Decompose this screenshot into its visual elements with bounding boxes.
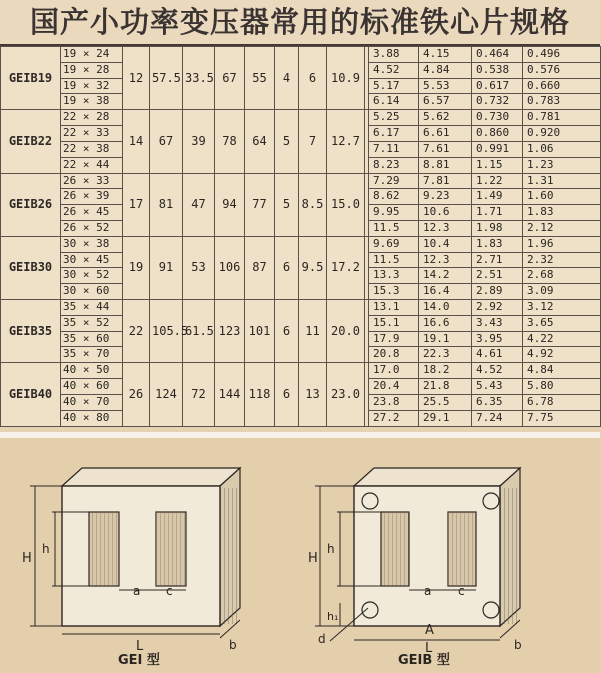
dimension-cell-H: 61.5 (183, 300, 215, 363)
dimension-cell-A: 144 (215, 363, 245, 426)
value-cell: 14.2 (419, 268, 472, 284)
size-cell: 22 × 44 (61, 157, 123, 173)
dimension-cell-L: 67 (150, 110, 183, 173)
dimension-cell-L: 81 (150, 173, 183, 236)
size-cell: 19 × 32 (61, 78, 123, 94)
dimension-cell-b: 20.0 (327, 300, 365, 363)
value-cell: 5.80 (523, 379, 601, 395)
size-cell: 30 × 38 (61, 236, 123, 252)
table-row (1, 300, 601, 316)
geib-label-h: h (327, 542, 335, 556)
dimension-cell-a: 19 (123, 236, 150, 299)
dimension-cell-L: 57.5 (150, 47, 183, 110)
value-cell: 15.3 (369, 284, 419, 300)
value-cell: 19.1 (419, 331, 472, 347)
value-cell: 0.660 (523, 78, 601, 94)
value-cell: 4.84 (419, 62, 472, 78)
value-cell: 4.52 (472, 363, 523, 379)
gei-caption: GEI 型 (118, 653, 160, 668)
value-cell: 0.730 (472, 110, 523, 126)
dimension-cell-A: 67 (215, 47, 245, 110)
value-cell: 7.24 (472, 410, 523, 426)
value-cell: 0.496 (523, 47, 601, 63)
value-cell: 29.1 (419, 410, 472, 426)
value-cell: 3.43 (472, 315, 523, 331)
value-cell: 27.2 (369, 410, 419, 426)
value-cell: 8.23 (369, 157, 419, 173)
geib-label-b: b (514, 638, 522, 652)
size-cell: 19 × 24 (61, 47, 123, 63)
dimension-cell-b: 17.2 (327, 236, 365, 299)
dimension-cell-L: 105.5 (150, 300, 183, 363)
value-cell: 9.69 (369, 236, 419, 252)
value-cell: 2.89 (472, 284, 523, 300)
value-cell: 17.0 (369, 363, 419, 379)
geib-caption: GEIB 型 (398, 653, 450, 668)
core-diagram (0, 438, 600, 667)
value-cell: 6.61 (419, 126, 472, 142)
size-cell: 35 × 60 (61, 331, 123, 347)
dimension-cell-d: 6 (299, 47, 327, 110)
gei-label-a: a (133, 584, 141, 598)
gei-label-h: h (42, 542, 50, 556)
dimension-cell-b: 15.0 (327, 173, 365, 236)
dimension-cell-c: 6 (275, 300, 299, 363)
value-cell: 15.1 (369, 315, 419, 331)
dimension-cell-d: 7 (299, 110, 327, 173)
dimension-cell-b: 12.7 (327, 110, 365, 173)
geib-label-a: a (424, 584, 432, 598)
table-row (1, 110, 601, 126)
spec-table (0, 46, 601, 427)
size-cell: 19 × 38 (61, 94, 123, 110)
value-cell: 1.98 (472, 220, 523, 236)
value-cell: 1.49 (472, 189, 523, 205)
value-cell: 3.12 (523, 300, 601, 316)
value-cell: 9.23 (419, 189, 472, 205)
value-cell: 0.783 (523, 94, 601, 110)
size-cell: 40 × 80 (61, 410, 123, 426)
value-cell: 17.9 (369, 331, 419, 347)
dimension-cell-h: 55 (245, 47, 275, 110)
value-cell: 3.95 (472, 331, 523, 347)
dimension-cell-d: 11 (299, 300, 327, 363)
table-row (1, 173, 601, 189)
dimension-cell-a: 17 (123, 173, 150, 236)
value-cell: 0.464 (472, 47, 523, 63)
size-cell: 30 × 52 (61, 268, 123, 284)
value-cell: 0.860 (472, 126, 523, 142)
dimension-cell-b: 10.9 (327, 47, 365, 110)
dimension-cell-h: 77 (245, 173, 275, 236)
value-cell: 6.14 (369, 94, 419, 110)
value-cell: 9.95 (369, 205, 419, 221)
table-row (1, 47, 601, 63)
value-cell: 13.3 (369, 268, 419, 284)
geib-label-c: c (458, 584, 465, 598)
geib-label-h1: h₁ (327, 610, 339, 623)
dimension-cell-d: 9.5 (299, 236, 327, 299)
value-cell: 4.52 (369, 62, 419, 78)
value-cell: 2.68 (523, 268, 601, 284)
value-cell: 11.5 (369, 252, 419, 268)
dimension-cell-h: 118 (245, 363, 275, 426)
core-type-cell: GEIB30 (1, 236, 61, 299)
value-cell: 1.23 (523, 157, 601, 173)
value-cell: 10.4 (419, 236, 472, 252)
value-cell: 22.3 (419, 347, 472, 363)
size-cell: 40 × 60 (61, 379, 123, 395)
dimension-cell-H: 39 (183, 110, 215, 173)
value-cell: 3.88 (369, 47, 419, 63)
value-cell: 0.617 (472, 78, 523, 94)
gei-label-L: L (136, 639, 144, 654)
size-cell: 30 × 45 (61, 252, 123, 268)
size-cell: 26 × 39 (61, 189, 123, 205)
value-cell: 20.4 (369, 379, 419, 395)
value-cell: 7.11 (369, 141, 419, 157)
value-cell: 5.62 (419, 110, 472, 126)
value-cell: 7.81 (419, 173, 472, 189)
dimension-cell-h: 101 (245, 300, 275, 363)
value-cell: 4.22 (523, 331, 601, 347)
dimension-cell-a: 26 (123, 363, 150, 426)
value-cell: 0.781 (523, 110, 601, 126)
table-row (1, 363, 601, 379)
value-cell: 16.6 (419, 315, 472, 331)
table-row (1, 236, 601, 252)
value-cell: 8.81 (419, 157, 472, 173)
value-cell: 16.4 (419, 284, 472, 300)
value-cell: 0.576 (523, 62, 601, 78)
dimension-cell-H: 72 (183, 363, 215, 426)
value-cell: 7.61 (419, 141, 472, 157)
size-cell: 35 × 44 (61, 300, 123, 316)
geib-label-d: d (318, 632, 326, 646)
value-cell: 25.5 (419, 394, 472, 410)
value-cell: 1.71 (472, 205, 523, 221)
spec-table-wrap (0, 44, 600, 427)
value-cell: 0.991 (472, 141, 523, 157)
gei-label-c: c (166, 584, 173, 598)
value-cell: 5.25 (369, 110, 419, 126)
value-cell: 5.17 (369, 78, 419, 94)
value-cell: 12.3 (419, 220, 472, 236)
size-cell: 26 × 45 (61, 205, 123, 221)
value-cell: 1.06 (523, 141, 601, 157)
geib-label-H: H (308, 551, 318, 566)
value-cell: 18.2 (419, 363, 472, 379)
dimension-cell-A: 94 (215, 173, 245, 236)
dimension-cell-c: 4 (275, 47, 299, 110)
dimension-cell-a: 14 (123, 110, 150, 173)
value-cell: 11.5 (369, 220, 419, 236)
value-cell: 4.84 (523, 363, 601, 379)
size-cell: 19 × 28 (61, 62, 123, 78)
value-cell: 5.43 (472, 379, 523, 395)
value-cell: 7.29 (369, 173, 419, 189)
core-type-cell: GEIB19 (1, 47, 61, 110)
size-cell: 22 × 28 (61, 110, 123, 126)
dimension-cell-H: 33.5 (183, 47, 215, 110)
value-cell: 5.53 (419, 78, 472, 94)
dimension-cell-L: 124 (150, 363, 183, 426)
gei-label-H: H (22, 551, 32, 566)
dimension-cell-L: 91 (150, 236, 183, 299)
value-cell: 21.8 (419, 379, 472, 395)
size-cell: 35 × 52 (61, 315, 123, 331)
value-cell: 2.92 (472, 300, 523, 316)
dimension-cell-H: 53 (183, 236, 215, 299)
dimension-cell-a: 22 (123, 300, 150, 363)
value-cell: 8.62 (369, 189, 419, 205)
core-type-cell: GEIB40 (1, 363, 61, 426)
value-cell: 1.15 (472, 157, 523, 173)
value-cell: 10.6 (419, 205, 472, 221)
size-cell: 40 × 70 (61, 394, 123, 410)
dimension-cell-c: 5 (275, 173, 299, 236)
core-type-cell: GEIB35 (1, 300, 61, 363)
dimension-cell-h: 87 (245, 236, 275, 299)
value-cell: 20.8 (369, 347, 419, 363)
size-cell: 30 × 60 (61, 284, 123, 300)
dimension-cell-A: 123 (215, 300, 245, 363)
core-type-cell: GEIB26 (1, 173, 61, 236)
value-cell: 0.732 (472, 94, 523, 110)
size-cell: 26 × 33 (61, 173, 123, 189)
value-cell: 4.61 (472, 347, 523, 363)
value-cell: 3.65 (523, 315, 601, 331)
size-cell: 22 × 38 (61, 141, 123, 157)
value-cell: 1.22 (472, 173, 523, 189)
value-cell: 4.92 (523, 347, 601, 363)
value-cell: 2.71 (472, 252, 523, 268)
value-cell: 1.60 (523, 189, 601, 205)
dimension-cell-A: 78 (215, 110, 245, 173)
dimension-cell-d: 13 (299, 363, 327, 426)
dimension-cell-d: 8.5 (299, 173, 327, 236)
diagram-panel (0, 432, 600, 673)
dimension-cell-h: 64 (245, 110, 275, 173)
gei-core (62, 468, 240, 626)
size-cell: 22 × 33 (61, 126, 123, 142)
value-cell: 1.31 (523, 173, 601, 189)
value-cell: 7.75 (523, 410, 601, 426)
dimension-cell-c: 6 (275, 236, 299, 299)
geib-core (354, 468, 520, 626)
dimension-cell-c: 5 (275, 110, 299, 173)
value-cell: 2.51 (472, 268, 523, 284)
dimension-cell-A: 106 (215, 236, 245, 299)
value-cell: 3.09 (523, 284, 601, 300)
value-cell: 0.538 (472, 62, 523, 78)
value-cell: 0.920 (523, 126, 601, 142)
value-cell: 1.96 (523, 236, 601, 252)
value-cell: 12.3 (419, 252, 472, 268)
value-cell: 6.57 (419, 94, 472, 110)
dimension-cell-a: 12 (123, 47, 150, 110)
value-cell: 4.15 (419, 47, 472, 63)
value-cell: 6.17 (369, 126, 419, 142)
value-cell: 2.32 (523, 252, 601, 268)
size-cell: 40 × 50 (61, 363, 123, 379)
value-cell: 6.35 (472, 394, 523, 410)
page-title: 国产小功率变压器常用的标准铁心片规格 (0, 0, 600, 44)
dimension-cell-c: 6 (275, 363, 299, 426)
geib-label-L: L (425, 641, 433, 656)
value-cell: 1.83 (472, 236, 523, 252)
gei-label-b: b (229, 638, 237, 652)
value-cell: 2.12 (523, 220, 601, 236)
size-cell: 35 × 70 (61, 347, 123, 363)
value-cell: 1.83 (523, 205, 601, 221)
value-cell: 6.78 (523, 394, 601, 410)
value-cell: 23.8 (369, 394, 419, 410)
dimension-cell-b: 23.0 (327, 363, 365, 426)
size-cell: 26 × 52 (61, 220, 123, 236)
dimension-cell-H: 47 (183, 173, 215, 236)
core-type-cell: GEIB22 (1, 110, 61, 173)
geib-label-A: A (425, 623, 434, 638)
value-cell: 14.0 (419, 300, 472, 316)
value-cell: 13.1 (369, 300, 419, 316)
